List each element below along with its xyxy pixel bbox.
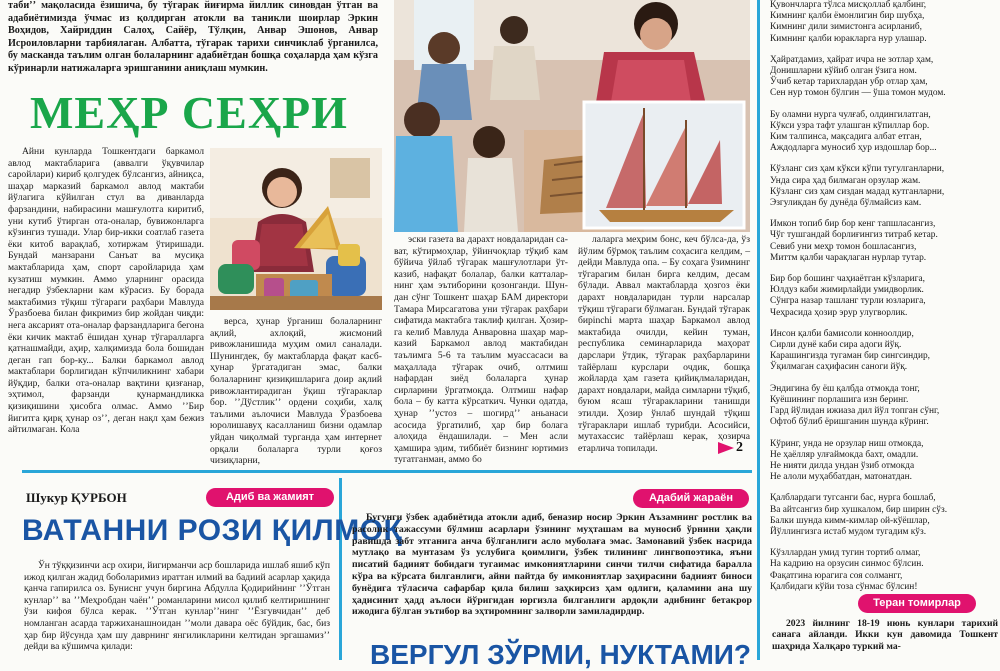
section-divider-horizontal	[22, 470, 752, 473]
poem-line: Қалбидаги кўйи тоза сўнмас бўлсин!	[770, 581, 918, 592]
article-column-2: верса, ҳунар ўрганиш болаларнинг ақлий, ахлоқий, жисмоний ривожланишида муҳим омил саналади. Шунингдек, бу мактабларда фақат касб-ҳунар ўргатадиган эмас, балки болаларнинг қизиқишларига доир ақлий ривожлантирадиган ўқиш тўгараклар бор. ʼʼДўстликʼʼ ордени соҳиби, халқ таълими аълочиси Мавлуда Ўразбоева юролишавуҳ касалланиш бизни одамлар уйдан чиқолмай турганда ҳам интернет орқали болаларга турли қоғоз чизиқларни,	[210, 316, 382, 467]
poem-stanza	[770, 164, 998, 209]
continued-on-page	[718, 440, 743, 456]
poem-line: Кўзланг сиз ҳам сиздан мадад кутганларни,	[770, 186, 945, 197]
section-badge-adib-va-jamiyat: Адиб ва жамият	[206, 488, 334, 507]
lead-paragraph: табиʼʼ мақоласида ёзишича, бу тўгарак йиғирма йиллик синовдан ўтган ва адабиётимизда ўчмас из қолдирган атокли ва таникли шоирлар Эркин Воҳидов, Хайриддин Салоҳ, Сайёр, Тўлқин, Анвар Эшонов, Анвар Исроиловларни тарбиялаган. Албатта, тўгарак тарихи синчиклаб ўрганилса, бу масканда таълим олган болаларнинг адабиётдан бошқа соҳаларда ҳам кўзга кўринарли натижаларга эришганини аниқлаш мумкин.	[8, 0, 378, 74]
poem-stanza	[770, 384, 998, 429]
poem-line: Донишларни кўйиб олган ўзига ном.	[770, 66, 917, 77]
article-column-3: эски газета ва дарахт новдаларидан сават, кўтирмоҳлар, ўйинчоқлар тўқиб кам бўйича ўйлаб тўгарак машғулотлари ўткaзиб, нафақат болалар, балки катталарнинг ҳам эътиборини қозонганди. Шундан сўнг Тошкент шаҳар БАМ директори Тамара Мирсагатова уни тўгарак раҳбари сифатида мактабга таклиф қилган. Ҳозирга келиб Мавлуда Анваровна шаҳар марказий Баркамол авлод мактабидан таълимга 5-6 та таълим муассасаси ва маҳаллада тўгарак очиб, олтмиш нафардан зиёд болаларга ҳунар сирларини ўргатмоқда. Олтмиш нафар бола – бу катта кўрсаткич. Чунки одатда, ҳунар ʼʼустоз – шогирдʼʼ аньанаси асосида ўргатилиб, ҳар бир болага алоҳида ёндашилади. – Мен асли ҳамшира эдим, тиббиёт бизнинг юртимиз тугатганман, аммо бо	[394, 234, 568, 466]
article-headline-mehr-sehri: МЕҲР СЕҲРИ	[30, 87, 348, 138]
poem-stanza	[770, 274, 998, 319]
poem-line: Кимнинг дили зимистонга асирланиб,	[770, 22, 923, 33]
poem-line: Не нияти дилда ундан ўзиб отмокда	[770, 460, 915, 471]
author-byline: Шукур ҚУРБОН	[26, 490, 127, 505]
article-lead-vergul: Бугунги ўзбек адабиётида атокли адиб, бенaзир носир Эркин Аъзамнинг ростлик ва расолик тажассуми бўлмиш асарлари ўзининг муҳташам ва муносиб ўрнини ҳақли равишда забт этганига анча бўлганлиги асло муболаға эмас. Замонавий ўзбек насрида мутлақо ва мунтазам ўз услубига қоимлиги, ўзбек тилининг лингвопоэтика, яъни писатий бадиият бобидаги тугаимас имкониятларини синчи тилчи сифатида баралла кўра ва кўрсата билганлиги, айни пайтда бу имкониятлар заҳирасини бадиият биноси бунёдига тўласича сафарбар қила билиш заҳкирсиз ҳам одлиги, қаламини ана шу ҳадисинит ҳадд аълоси йўригидан юргизла билганлиги ардоқли адибнинг бетакрор ижодига бўлган эътибор ва эҳтиромнинг залворли замиладирдир.	[352, 512, 752, 618]
poem-line: Қувончларга тўлса мисқоллаб қалбинг,	[770, 0, 927, 10]
poem-line: Офтоб бўлиб ёришганин шунда кўринг.	[770, 417, 929, 428]
photo-classroom-weaving	[394, 0, 750, 232]
article-headline-vatanni: ВАТАННИ РОЗИ ҚИЛМОҚ	[22, 514, 403, 547]
poem-line: Куёшининг порлашига изн беринг.	[770, 394, 909, 405]
poem-line: Ўчиб кетар тарихлардан убр отлар ҳам,	[770, 77, 928, 88]
poem-line: Ким талпинса, мақсадига албат етган,	[770, 132, 922, 143]
poem-stanza	[770, 329, 998, 374]
poem-line: Аждодларга муносиб ҳур издошлар бор...	[770, 143, 937, 154]
poem-line: Не алоли муҳаббатдан, матонатдан.	[770, 472, 912, 483]
poem-line: Кўзланг сиз ҳам кўкси кўпи тугулганларни,	[770, 164, 945, 175]
poem-line: Севиб уни меҳр томон бошласангиз,	[770, 241, 917, 252]
poem-line: Кимнинг қалби юракларга нур улашар.	[770, 33, 927, 44]
continue-arrow-icon	[718, 442, 734, 454]
article-body-vatanni: Ўн тўққизинчи аср охири, йигирманчи аср бошларида ишлаб яшиб кўп ижод қилган жадид боболаримиз ираттан илмий ва бадиий асарлар ҳақида қанча гапирилса оз. Буниснг учун биргина Абдулла Қодирийнинг ʼʼЎтган кунларʼʼ ва ʼʼМеҳробдан чаёнʼʼ романларини мисол қилиб келтиришнинг ўзи кифоя бўлса керак. ʼʼЎтган кунларʼʼнинг ʼʼЁзгувчиданʼʼ деб номланган асарда таржиханашноидан ʼʼмоли давара оёс бўйдик, бас, биз ҳар бир йўсунда ҳам шу даврнинг янгиликларини келтидан эргашамизʼʼ дейди ва кўшимча қилади:	[24, 560, 330, 653]
poem-line: Кўкси узра тафт улашган кўпиллар бор.	[770, 120, 930, 131]
poem-line: Инсон қалби бамисоли конноолдир,	[770, 328, 914, 339]
poem-line: Бир бор бошинг чаҳиаётган кўзларига,	[770, 274, 926, 285]
section-badge-teran-tomirlar: Теран томирлар	[858, 594, 976, 613]
poem-column	[770, 0, 998, 592]
poem-line: Миттм қалби чарақлаган нурлар тутар.	[770, 252, 927, 263]
continue-page-number: 2	[736, 440, 743, 455]
column-divider-lower	[339, 478, 342, 660]
poem-line: Чўг тушгандай борлиғингиз титраб кетар.	[770, 230, 938, 241]
poem-stanza	[770, 110, 998, 155]
poem-line: На кадрию на орзусин синмос бўлсин.	[770, 559, 924, 570]
poem-line: Сўнгра назар ташланг турли юзларига,	[770, 296, 926, 307]
poem-line: Фақатгина юрагига соя солмангг,	[770, 570, 903, 581]
poem-line: Балки шунда кимм-кимлар ой-кўёшлар,	[770, 515, 930, 526]
poem-stanza	[770, 548, 998, 593]
article-column-1: Айни кунларда Тошкентдаги баркамол авлод мактабларига (аввалги ўқувчилар саройлари) кириб қолгудек бўлсангиз, айниқса, шаҳар марказий баркамол авлод мактаби йўлагига кўйилган стул ва диванларда фарзандини, набирасини машғулотга киритиб, уни кутиб ўтирган ота-оналар, бувижонларга кўзингиз тушади. Улар бир-икки соатлаб газета ёки китоб варақлаб, хотиржам ўтиришади. Бундай манзарани Санъат ва мусиқа мактабларида ҳам, спорт саройларида ҳам кузатиш мумкин. Аммо уларнинг орасида негадир ўзбекларни кам кўрасиз. Бу борада мактабимиз тўқиш тўгараги раҳбари Мавлуда Ўразбоева билан фикримиз бир жойдан чиқди: нега аксарият ота-оналар фарзандларига бегона ёки кичик мактаб ёшидан ҳунар тўгаралларга қатнашмайди, аҳир, халқимизда бола бошидан деган гап бор-ку... Балки баркамол авлод мактаблари борлигидан кўпчиликнинг хабари йўқдир, балки ота-оналар вақтини қизғанар, эҳтимол, фарзанди қунармандликка қизиқишини ҳисобга олмас. Аммо ʼʼБир йигитга қирқ ҳунар озʼʼ, деган нақл ҳам бежиз айтилмаган. Кола	[8, 146, 204, 436]
article-column-4: лаларга меҳрим бонс, кеч бўлса-да, ўз йўлим бўрмоқ таълим соҳасига келдим, – дейди Мавлуда опа. – Бу соҳага ўзимнинг тўгарагим билан бирга келдим, десам бўлади. Аввал мактабларда ҳозгоз ёки дарахт новдаларидан турли нарсалар тўқиш тўгараги бўлмаган. Бундай тўгарак бирinchi марта шаҳар Баркамол авлод мактабида очилди, кейин туман, республика семинарларида маҳорат дарслари ўтдик, тўгарак раҳбарларини тайёрлаш курслари очдик, бошқа жойларда ҳам газета қийиқлмаларидан, дарахт новдалари, майда симларни тўқиб, буюм ясаш тўгаракларини танишди этилди. Ҳозир ўнлаб шундай тўқиш тўгараклари ишлаб турибди. Асосийси, мутахассис тайёрлаш керак, ҳозирча етарлича топилади.	[578, 234, 750, 454]
poem-line: Йўллингизга истаб мудом тугадим кўз.	[770, 526, 927, 537]
poem-line: Эзгуликдан бу дунёда бўлмайсиз кам.	[770, 198, 922, 209]
poem-line: Бу оламни нурга чулғаб, олдингилатган,	[770, 109, 931, 120]
poem-line: Унда сира ҳад билмаган орзулар жам.	[770, 175, 921, 186]
section-badge-adabiy-jarayon: Адабий жараён	[633, 489, 749, 508]
poem-line: Кўринг, унда не орзулар ниш отмокда,	[770, 438, 924, 449]
poem-line: Қалблардаги тугсанги бас, нурга бошлаб,	[770, 493, 936, 504]
poem-stanza	[770, 0, 998, 45]
poem-line: Ўқилмаган саҳифасин санoги йўқ.	[770, 362, 908, 373]
poem-line: Кимнинг қалби ёмонлигин бир шубҳа,	[770, 11, 925, 22]
poem-line: Гард йўлидан ижиаза дил йўл топган сўнг,	[770, 406, 940, 417]
poem-line: Имкон топиб бир бор кенг тапшласангиз,	[770, 219, 936, 230]
poem-line: Не ҳаёлляр улғаймокда бахт, омадли.	[770, 449, 919, 460]
poem-line: Чеҳрасида ҳозир эрур улугворлик.	[770, 307, 908, 318]
poem-line: Юлдуз каби жимирлайди умидворлик.	[770, 285, 924, 296]
poem-line: Эндигина бу ёш қалбда отмокда тонг,	[770, 383, 920, 394]
poem-line: Карашингизда тугаман бир сингсиндир,	[770, 351, 930, 362]
poem-line: Сен нур томон бўлгин — ўша томон мудом.	[770, 88, 946, 99]
photo-teacher-with-crafts	[210, 148, 382, 310]
poem-stanza	[770, 439, 998, 484]
poem-line: Кўзллардан умид тугин тортиб олмаг,	[770, 548, 921, 559]
column-divider-vertical	[757, 0, 760, 660]
poem-line: Ва айтсангиз бир хушкалом, бир ширин сўз.	[770, 504, 948, 515]
poem-stanza	[770, 219, 998, 264]
poem-stanza	[770, 493, 998, 538]
poem-line: Сирли дунё каби сира адоги йўқ.	[770, 340, 902, 351]
article-headline-vergul: ВЕРГУЛ ЗЎРМИ, НУКТАМИ?	[370, 639, 752, 670]
poem-stanza	[770, 55, 998, 100]
poem-line: Ҳайратдамиз, ҳайрат ичра не зотлар ҳам,	[770, 54, 934, 65]
article-lead-teran-tomirlar: 2023 йилнинг 18-19 июнь кунлари тарихий санага айланди. Икки кун давомида Тошкент шаҳрида Халқаро туркий ма-	[772, 618, 998, 652]
